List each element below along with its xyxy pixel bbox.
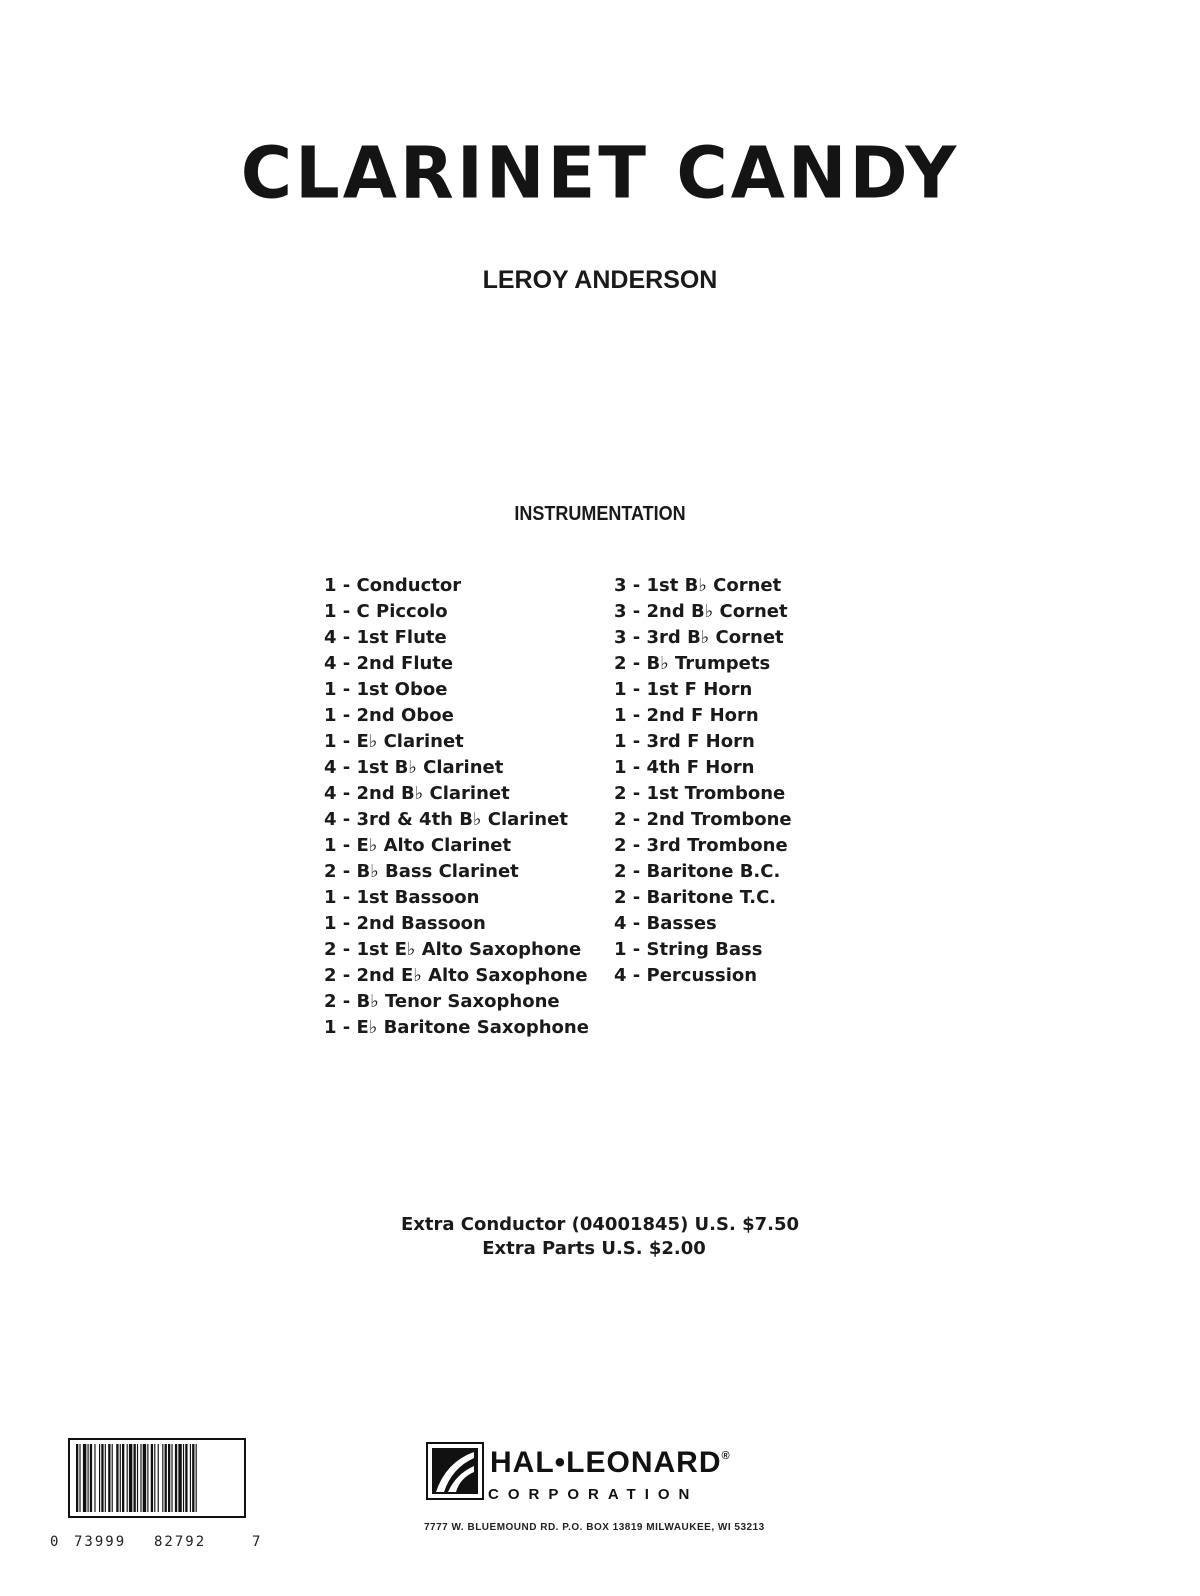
- barcode-digit-group: 7: [252, 1534, 261, 1550]
- barcode-bar: [94, 1444, 95, 1512]
- publisher-address: 7777 W. BLUEMOUND RD. P.O. BOX 13819 MILWAUKEE, WI 53213: [424, 1522, 765, 1533]
- instrument-list-item: 4 - Percussion: [614, 965, 758, 986]
- instrumentation-heading: INSTRUMENTATION: [514, 503, 686, 525]
- instrument-list-item: 4 - 3rd & 4th B♭ Clarinet: [324, 809, 568, 830]
- instrumentation-list-left: [324, 573, 589, 1041]
- barcode-bar: [129, 1444, 132, 1512]
- barcode-bar: [76, 1444, 78, 1512]
- publisher-name-text: HAL•LEONARD: [490, 1446, 722, 1479]
- publisher-block: [420, 1442, 820, 1582]
- barcode-bar: [79, 1444, 80, 1512]
- barcode-bar: [108, 1444, 110, 1512]
- barcode-bar: [105, 1444, 106, 1512]
- barcode-bar: [151, 1444, 153, 1512]
- hal-leonard-logo-icon: [426, 1442, 484, 1500]
- instrument-list-item: 2 - B♭ Trumpets: [614, 653, 771, 674]
- instrument-list-item: 4 - 1st B♭ Clarinet: [324, 757, 504, 778]
- instrument-list-item: 2 - Baritone T.C.: [614, 887, 777, 908]
- instrument-list-item: 2 - 2nd Trombone: [614, 809, 792, 830]
- barcode-digit-group: 0: [50, 1534, 59, 1550]
- instrument-list-item: 1 - E♭ Clarinet: [324, 731, 464, 752]
- barcode-bar: [158, 1444, 159, 1512]
- barcode-bar: [88, 1444, 89, 1512]
- barcode-bar: [165, 1444, 167, 1512]
- barcode-bar: [120, 1444, 121, 1512]
- instrument-list-item: 1 - 3rd F Horn: [614, 731, 755, 752]
- barcode-bar: [162, 1444, 163, 1512]
- instrumentation-list-right: [614, 573, 792, 989]
- instrument-list-item: 1 - 4th F Horn: [614, 757, 755, 778]
- instrument-list-item: 3 - 3rd B♭ Cornet: [614, 627, 784, 648]
- barcode-bar: [140, 1444, 141, 1512]
- publisher-corporation: CORPORATION: [488, 1486, 699, 1503]
- barcode-bar: [196, 1444, 197, 1512]
- instrument-list-item: 4 - 2nd B♭ Clarinet: [324, 783, 510, 804]
- instrument-list-item: 2 - 1st E♭ Alto Saxophone: [324, 939, 582, 960]
- barcode-digit-group: 73999: [74, 1534, 127, 1550]
- barcode-bar: [190, 1444, 191, 1512]
- barcode-digit-group: 82792: [154, 1534, 207, 1550]
- instrument-list-item: 1 - String Bass: [614, 939, 763, 960]
- instrument-list-item: 1 - 2nd F Horn: [614, 705, 759, 726]
- instrument-list-item: 3 - 2nd B♭ Cornet: [614, 601, 788, 622]
- instrument-list-item: 2 - Baritone B.C.: [614, 861, 781, 882]
- barcode-bar: [134, 1444, 136, 1512]
- instrument-list-item: 1 - E♭ Alto Clarinet: [324, 835, 512, 856]
- instrument-list-item: 1 - Conductor: [324, 575, 462, 596]
- barcode-bar: [122, 1444, 124, 1512]
- instrument-list-item: 1 - 1st Oboe: [324, 679, 448, 700]
- barcode-bar: [168, 1444, 170, 1512]
- instrument-list-item: 1 - 2nd Oboe: [324, 705, 454, 726]
- extras-pricing: [0, 1213, 1200, 1261]
- barcode-bar: [154, 1444, 155, 1512]
- instrument-list-item: 1 - 2nd Bassoon: [324, 913, 486, 934]
- barcode-bar: [183, 1444, 184, 1512]
- barcode-bar: [178, 1444, 181, 1512]
- instrument-list-item: 4 - 2nd Flute: [324, 653, 454, 674]
- instrument-list-item: 1 - 1st Bassoon: [324, 887, 480, 908]
- instrument-list-item: 4 - 1st Flute: [324, 627, 447, 648]
- instrument-list-item: 1 - E♭ Baritone Saxophone: [324, 1017, 589, 1038]
- instrument-list-item: 3 - 1st B♭ Cornet: [614, 575, 782, 596]
- publisher-name: [490, 1446, 731, 1480]
- instrument-list-item: 1 - C Piccolo: [324, 601, 448, 622]
- instrument-list-item: 2 - 1st Trombone: [614, 783, 786, 804]
- barcode-bar: [192, 1444, 194, 1512]
- barcode-bar: [90, 1444, 92, 1512]
- barcode-bar: [147, 1444, 148, 1512]
- barcode-bar: [175, 1444, 177, 1512]
- instrument-list-item: 2 - B♭ Bass Clarinet: [324, 861, 519, 882]
- composer-name: LEROY ANDERSON: [482, 266, 718, 294]
- barcode-bar: [116, 1444, 118, 1512]
- extra-parts-price: Extra Parts U.S. $2.00: [482, 1238, 706, 1259]
- instrument-list-item: 2 - 2nd E♭ Alto Saxophone: [324, 965, 588, 986]
- barcode-bar: [185, 1444, 187, 1512]
- barcode-bar: [171, 1444, 172, 1512]
- registered-mark: ®: [721, 1450, 731, 1462]
- barcode-bar: [112, 1444, 113, 1512]
- instrument-list-item: 4 - Basses: [614, 913, 717, 934]
- instrument-list-item: 1 - 1st F Horn: [614, 679, 753, 700]
- extra-conductor-price: Extra Conductor (04001845) U.S. $7.50: [400, 1214, 800, 1235]
- barcode-bar: [143, 1444, 146, 1512]
- barcode-bar: [127, 1444, 128, 1512]
- barcode-bar: [99, 1444, 100, 1512]
- instrument-list-item: 2 - 3rd Trombone: [614, 835, 788, 856]
- page-title: CLARINET CANDY: [240, 131, 960, 215]
- barcode-bar: [83, 1444, 86, 1512]
- barcode-bar: [137, 1444, 138, 1512]
- barcode: [50, 1438, 260, 1578]
- barcode-bar: [101, 1444, 103, 1512]
- barcode-icon: [68, 1438, 246, 1518]
- instrument-list-item: 2 - B♭ Tenor Saxophone: [324, 991, 560, 1012]
